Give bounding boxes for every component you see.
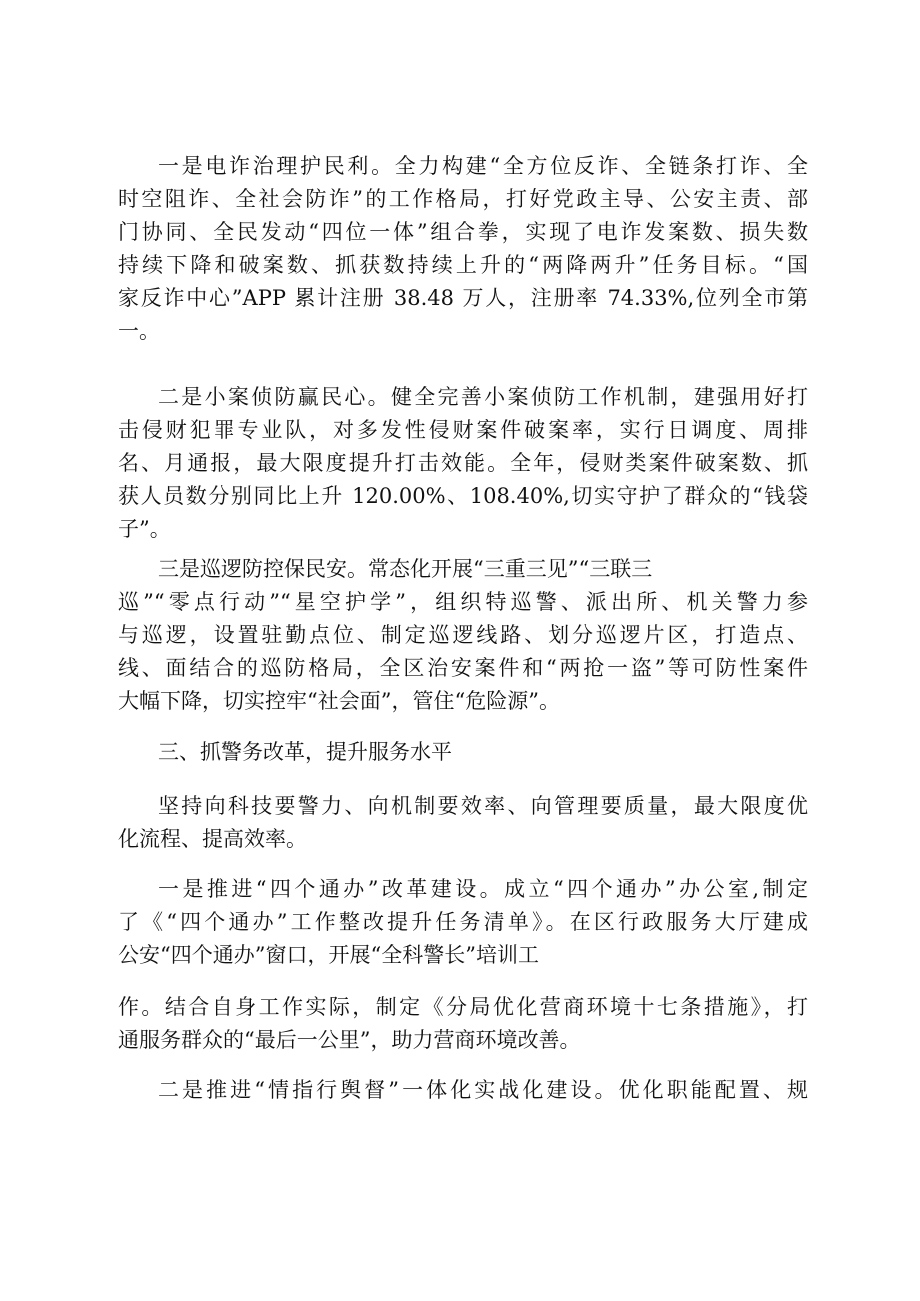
text-line: 大幅下降，切实控牢“社会面”，管住“危险源”。 — [118, 689, 560, 713]
text-line: 子”。 — [118, 517, 171, 541]
heading-text: 三、抓警务改革，提升服务水平 — [158, 740, 452, 764]
paragraph-fraud-governance — [118, 150, 808, 348]
paragraph-intelligence-command — [118, 1074, 808, 1107]
text-line: 一是推进“四个通办”改革建设。成立“四个通办”办公室,制定 — [158, 877, 808, 901]
text-line: 三是巡逻防控保民安。常态化开展“三重三见”“三联三 — [158, 557, 653, 581]
text-line: 获人员数分别同比上升 120.00%、108.40%,切实守护了群众的“钱袋 — [118, 484, 808, 508]
text-line: 线、面结合的巡防格局，全区治安案件和“两抢一盗”等可防性案件 — [118, 656, 808, 680]
text-line: 坚持向科技要警力、向机制要效率、向管理要质量，最大限度优 — [158, 794, 808, 818]
text-line: 一。 — [118, 319, 160, 343]
text-line: 作。结合自身工作实际，制定《分局优化营商环境十七条措施》，打 — [118, 995, 808, 1019]
text-line: 巡”“零点行动”“星空护学”，组织特巡警、派出所、机关警力参 — [118, 590, 808, 614]
paragraph-small-case — [118, 381, 808, 546]
section-heading — [118, 736, 808, 769]
text-line: 时空阻诈、全社会防诈”的工作格局，打好党政主导、公安主责、部 — [118, 187, 808, 211]
text-line: 二是推进“情指行舆督”一体化实战化建设。优化职能配置、规 — [158, 1078, 808, 1102]
paragraph-reform-intro — [118, 790, 808, 856]
text-line: 通服务群众的“最后一公里”，助力营商环境改善。 — [118, 1028, 581, 1052]
text-line: 了《“四个通办”工作整改提升任务清单》。在区行政服务大厅建成 — [118, 910, 808, 934]
text-line: 一是电诈治理护民利。全力构建“全方位反诈、全链条打诈、全 — [158, 154, 808, 178]
paragraph-patrol — [118, 553, 808, 718]
text-line: 公安“四个通办”窗口，开展“全科警长”培训工 — [118, 943, 539, 967]
text-line: 家反诈中心”APP 累计注册 38.48 万人，注册率 74.33%,位列全市第 — [118, 286, 808, 310]
text-line: 名、月通报，最大限度提升打击效能。全年，侵财类案件破案数、抓 — [118, 451, 808, 475]
text-line: 持续下降和破案数、抓获数持续上升的“两降两升”任务目标。“国 — [118, 253, 808, 277]
text-line: 化流程、提高效率。 — [118, 827, 307, 851]
paragraph-business-environment — [118, 991, 808, 1057]
text-line: 与巡逻，设置驻勤点位、制定巡逻线路、划分巡逻片区，打造点、 — [118, 623, 808, 647]
paragraph-four-services — [118, 873, 808, 972]
text-line: 击侵财犯罪专业队，对多发性侵财案件破案率，实行日调度、周排 — [118, 418, 808, 442]
text-line: 二是小案侦防赢民心。健全完善小案侦防工作机制，建强用好打 — [158, 385, 808, 409]
text-line: 门协同、全民发动“四位一体”组合拳，实现了电诈发案数、损失数 — [118, 220, 808, 244]
